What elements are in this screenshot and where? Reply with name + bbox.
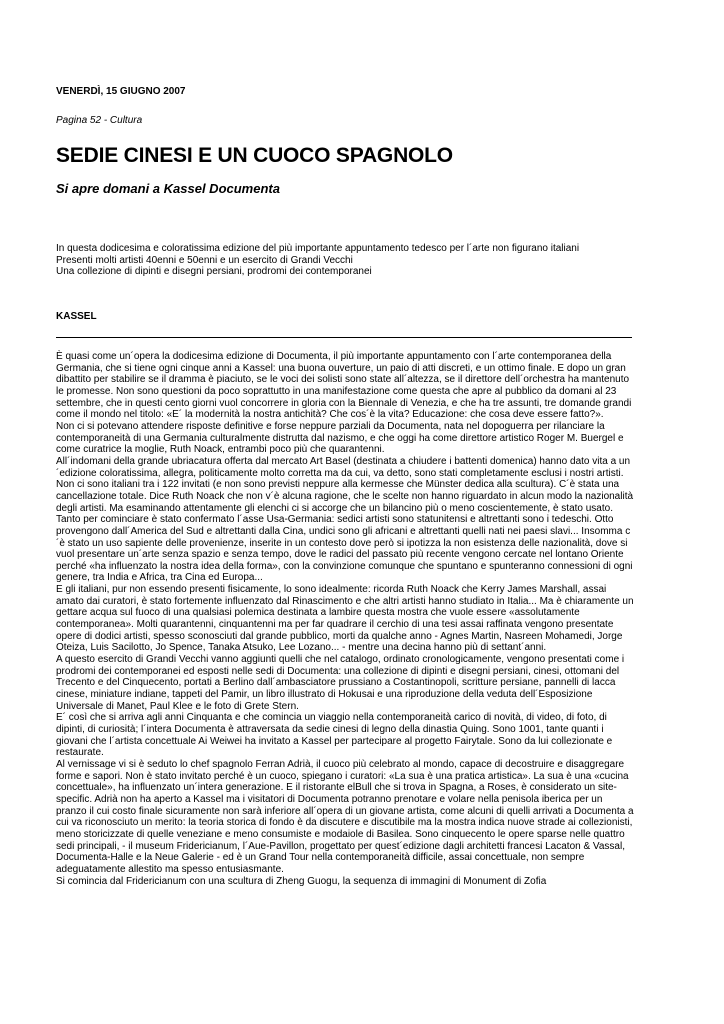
body-paragraph: E´ così che si arriva agli anni Cinquanta e che comincia un viaggio nella contemporaneità carico di novità, di video, di foto, di dipinti, di curiosità; l´intera Documenta è attraversata da sedie cinesi di legno della dinastia Quing. Sono 1001, tante quanti i giovani che l´artista concettuale Ai Weiwei ha invitato a Kassel per partecipare al progetto Fairytale. Sono da lui collezionate e restaurate. bbox=[56, 712, 613, 759]
body-paragraph: Non ci sono italiani tra i 122 invitati (e non sono previsti neppure alla kermesse che Münster dedica alla scultura). C´è stata una cancellazione totale. Dice Ruth Noack che non v´è alcuna ragione, che le scelte non hanno riguardato in alcun modo la nazionalità degli artisti. Ma esaminando attentamente gli elenchi ci si accorge che un bilancino più o meno coscientemente, è stato usato. Tanto per cominciare è stato confermato l´asse Usa-Germania: sedici artisti sono statunitensi e altrettanti sono i tedeschi. Otto provengono dall´America del Sud e altrettanti dalla Cina, undici sono gli africani e altrettanti quelli nati nei paesi slavi... Insomma c´è stato un uso sapiente delle provenienze, inserite in un contesto dove però si ipotizza la non esistenza delle nazionalità, dove si vuol presentare un´arte senza spazio e senza tempo, dove le radici del passato più recente vengono cercate nel lontano Oriente perché «ha influenzato la nostra idea della forma», con la convinzione comunque che spuntano e spunteranno connessioni di ogni genere, tra India e Africa, tra Cina ed Europa... bbox=[56, 479, 634, 584]
article-summary bbox=[56, 243, 634, 278]
summary-line: Presenti molti artisti 40enni e 50enni e un esercito di Grandi Vecchi bbox=[56, 254, 353, 266]
body-paragraph: Al vernissage vi si è seduto lo chef spagnolo Ferran Adrià, il cuoco più celebrato al mondo, capace di decostruire e disaggregare forme e sapori. Non è stato invitato perché è un cuoco, spiegano i curatori: «La sua è una pratica artistica». La sua è una «cucina concettuale», ha influenzato un´intera generazione. E il ristorante elBull che si trova in Spagna, a Roses, è considerato un site-specific. Adrià non ha aperto a Kassel ma i visitatori di Documenta potranno prenotare e volare nella penisola iberica per un pranzo il cui costo finale sicuramente non sarà inferiore all´opera di un giovane artista, come alcuni di quelli arrivati a Documenta a cui va riconosciuto un merito: la teoria storica di fondo è da discutere e discutibile ma la mostra indica nuove strade ai collezionisti, meno storicizzate di quelle veneziane e meno consumiste e modaiole di Basilea. Sono cinquecento le opere sparse nelle quattro sedi principali, - il museum Fridericianum, l´Aue-Pavillon, progettato per quest´edizione dagli architetti francesi Lacaton & Vassal, Documenta-Halle e la Neue Galerie - ed è un Grand Tour nella contemporaneità difficile, assai concettuale, non sempre adeguatamente allestito ma spesso entusiasmante. bbox=[56, 758, 634, 875]
body-paragraph: A questo esercito di Grandi Vecchi vanno aggiunti quelli che nel catalogo, ordinato cronologicamente, vengono presentati come i prodromi dei contemporanei ed esposti nelle sedi di Documenta: una collezione di dipinti e disegni persiani, cinesi, ottomani del Trecento e del Cinquecento, portati a Berlino dall´ambasciatore prussiano a Costantinopoli, scritture persiane, pannelli di lacca cinese, miniature indiane, tappeti del Pamir, un libro illustrato di Hokusai e una riproduzione della veduta dell´Esposizione Universale di Manet, Paul Klee e le foto di Grete Stern. bbox=[56, 654, 625, 712]
summary-line: In questa dodicesima e coloratissima edizione del più importante appuntamento tedesco per l´arte non figurano italiani bbox=[56, 243, 580, 254]
body-paragraph: All´indomani della grande ubriacatura offerta dal mercato Art Basel (destinata a chiudere i battenti domenica) hanno dato vita a un´edizione coloratissima, allegra, politicamente molto corretta ma da cui, va detto, sono stati completamente esclusi i nostri artisti. bbox=[56, 455, 631, 479]
article-title: SEDIE CINESI E UN CUOCO SPAGNOLO bbox=[56, 144, 453, 167]
article-body bbox=[56, 351, 634, 887]
page-reference: Pagina 52 - Cultura bbox=[56, 115, 143, 126]
publication-date: VENERDÌ, 15 GIUGNO 2007 bbox=[56, 86, 186, 97]
article-subtitle: Si apre domani a Kassel Documenta bbox=[56, 181, 280, 196]
summary-line: Una collezione di dipinti e disegni persiani, prodromi dei contemporanei bbox=[56, 266, 372, 278]
body-paragraph: È quasi come un´opera la dodicesima edizione di Documenta, il più importante appuntamento con l´arte contemporanea della Germania, che si tiene ogni cinque anni a Kassel: una buona ouverture, un paio di atti discreti, e un ottimo finale. E dopo un gran dibattito per stabilire se il dramma è piaciuto, se le voci dei solisti sono state all´altezza, se il direttore dell´orchestra ha mantenuto le promesse. Non sono questioni da poco soprattutto in una manifestazione come questa che apre al pubblico da domani al 23 settembre, che in questi cento giorni vuol concorrere in gloria con la Biennale di Venezia, e che ha tre assunti, tre domande grandi come il mondo nel titolo: «E´ la modernità la nostra antichità? Che cos´è la vita? Educazione: che cosa deve essere fatto?». bbox=[56, 351, 632, 421]
divider bbox=[56, 337, 632, 338]
body-paragraph: Si comincia dal Fridericianum con una scultura di Zheng Guogu, la sequenza di immagini di Monument di Zofia bbox=[56, 875, 547, 887]
body-paragraph: E gli italiani, pur non essendo presenti fisicamente, lo sono idealmente: ricorda Ruth Noack che Kerry James Marshall, assai amato dai curatori, è stato fortemente influenzato dal Rinascimento e che altri artisti hanno studiato in Italia... Ma è chiaramente un gettare acqua sul fuoco di una qualsiasi polemica destinata a lambire questa mostra che vuole essere «assolutamente contemporanea». Molti quarantenni, cinquantenni ma per far quadrare il cerchio di una tesi assai raffinata vengono presentate opere di dodici artisti, spesso sconosciuti dal grande pubblico, morti da qualche anno - Agnes Martin, Nasreen Mohamedi, Jorge Oteiza, Luis Sacilotto, Jo Spence, Tanaka Atsuko, Lee Lozano... - mentre una decina hanno più di settant´anni. bbox=[56, 584, 634, 654]
dateline: KASSEL bbox=[56, 311, 97, 322]
body-paragraph: Non ci si potevano attendere risposte definitive e forse neppure parziali da Documenta, nata nel dopoguerra per rilanciare la contemporaneità di una Germania culturalmente distrutta dal nazismo, e che oggi ha come direttore artistico Roger M. Buergel e come curatrice la moglie, Ruth Noack, entrambi poco più che quarantenni. bbox=[56, 420, 624, 456]
